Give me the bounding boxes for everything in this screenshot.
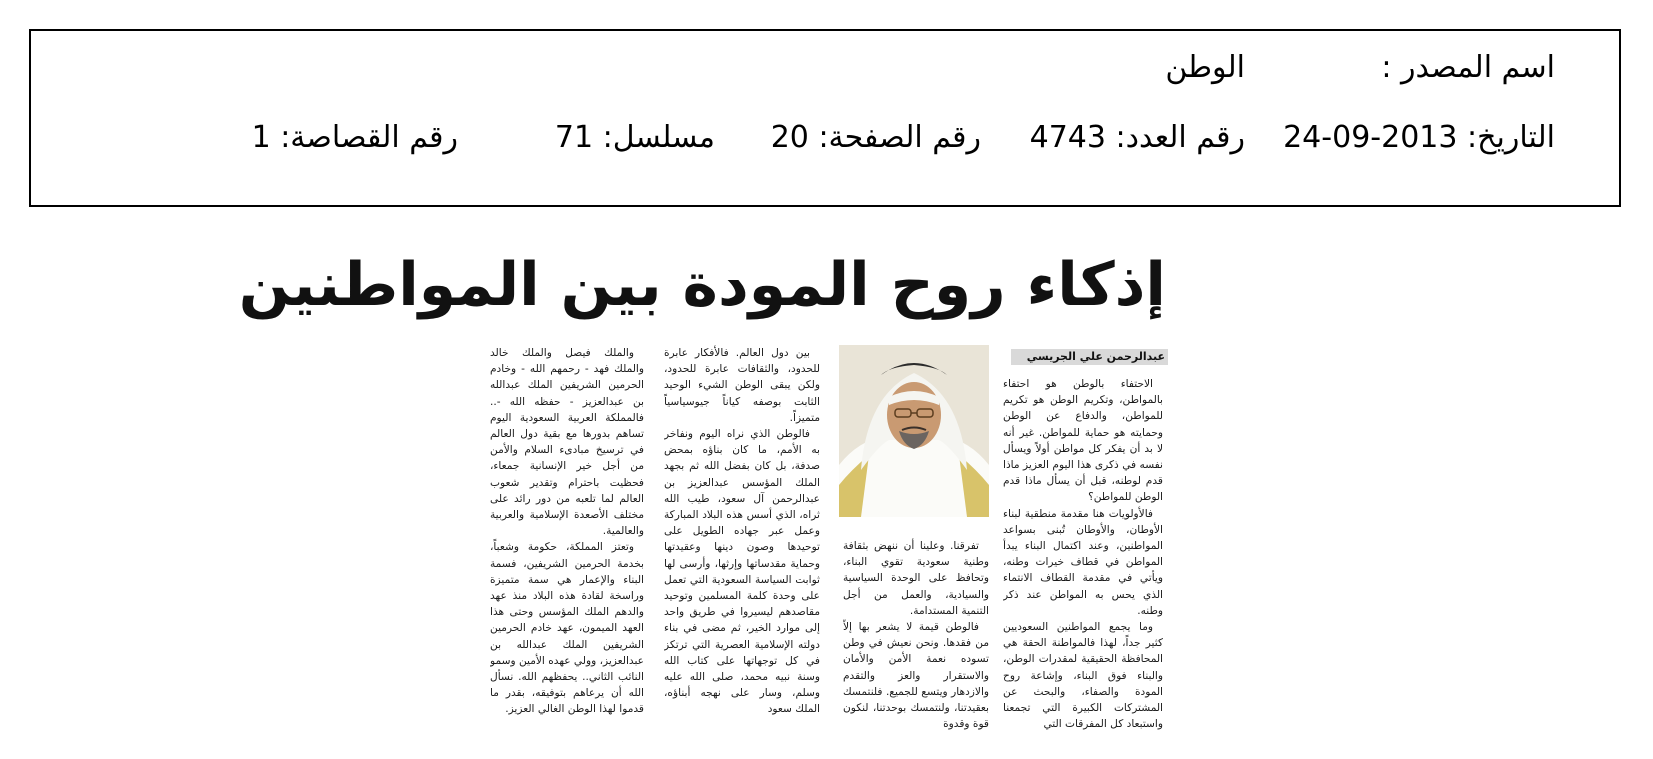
- author-portrait-image: [839, 345, 989, 517]
- date-field: التاريخ: 2013-09-24: [1283, 120, 1555, 155]
- paragraph: فالأولويات هنا مقدمة منطقية لبناء الأوطان، والأوطان تُبنى بسواعد المواطنين، وعند اكتمال البناء يبدأ المواطن في قطاف خيرات وطنه، ويأتي في مقدمة القطاف الانتماء الذي يحس به المواطن عند ذكر وطنه.: [1003, 507, 1163, 617]
- author-photo: [839, 345, 989, 517]
- paragraph: تفرقنا. وعلينا أن ننهض بثقافة وطنية سعودية تقوي البناء، وتحافظ على الوحدة السياسية والسيادية، والعمل من أجل التنمية المستدامة.: [843, 540, 989, 617]
- paragraph: وتعتز المملكة، حكومة وشعباً، بخدمة الحرمين الشريفين، فسمة البناء والإعمار هي سمة متميزة وراسخة لقادة هذه البلاد منذ عهد والدهم الملك المؤسس وحتى هذا العهد الميمون، عهد خادم الحرمين الشريفين الملك عبدالله بن عبدالعزيز، وولي عهده الأمين وسمو النائب الثاني.. يحفظهم الله. نسأل الله أن يرعاهم بتوفيقه، بقدر ما قدموا لهذا الوطن الغالي العزيز.: [490, 541, 644, 716]
- article-column-4: [490, 345, 644, 736]
- paragraph: وما يجمع المواطنين السعوديين كثير جداً، لهذا فالمواطنة الحقة هي المحافظة الحقيقية لمقدرات الوطن، والبناء فوق البناء، وإشاعة روح المودة والصفاء، والبحث عن المشتركات الكبيرة التي تجمعنا واستبعاد كل المفرقات التي: [1003, 621, 1163, 731]
- source-value: الوطن: [1165, 50, 1245, 85]
- issue-number-field: رقم العدد: 4743: [1029, 120, 1245, 155]
- paragraph: الاحتفاء بالوطن هو احتفاء بالمواطن، وتكريم الوطن هو تكريم للمواطن، والدفاع عن الوطن وحمايته هو حماية للمواطن. غير أنه لا بد أن يفكر كل مواطن أولاً ويسأل نفسه في ذكرى هذا اليوم العزيز ماذا قدم لوطنه، قبل أن يسأل ماذا قدم الوطن للمواطن؟: [1003, 378, 1163, 504]
- page-number-field: رقم الصفحة: 20: [770, 120, 981, 155]
- article-column-1: [1003, 376, 1163, 736]
- paragraph: فالوطن قيمة لا يشعر بها إلاّ من فقدها. ونحن نعيش في وطن تسوده نعمة الأمن والأمان والاستقرار والعز والتقدم والازدهار ويتسع للجميع. فلنتمسك بعقيدتنا، ولنتمسك بوحدتنا، لنكون قوة وقدوة: [843, 621, 989, 731]
- serial-field: مسلسل: 71: [554, 120, 715, 155]
- author-byline: عبدالرحمن علي الجريسي: [1011, 349, 1168, 365]
- paragraph: بين دول العالم. فالأفكار عابرة للحدود، والثقافات عابرة للحدود، ولكن يبقى الوطن الشيء الوحيد الثابت بوصفه كياناً جيوسياسياً متميزاً.: [664, 347, 820, 424]
- article-column-3: [664, 345, 820, 736]
- article-column-2: [843, 538, 989, 736]
- paragraph: فالوطن الذي نراه اليوم ونفاخر به الأمم، ما كان بناؤه بمحض صدفة، بل كان بفضل الله ثم بجهد الملك المؤسس عبدالعزيز بن عبدالرحمن آل سعود، طيب الله ثراه، الذي أسس هذه البلاد المباركة وعمل عبر جهاده الطويل على توحيدها وصون دينها وعقيدتها وحماية مقدساتها وإرثها، وأرسى لها ثوابت السياسة السعودية التي تعمل على وحدة كلمة المسلمين وتوحيد مقاصدهم ليسيروا في طريق واحد إلى موارد الخير، ثم مضى في بناء دولته الإسلامية العصرية التي ترتكز في كل توجهاتها على كتاب الله وسنة نبيه محمد، صلى الله عليه وسلم، وسار على نهجه أبناؤه، الملك سعود: [664, 428, 820, 716]
- clip-number-field: رقم القصاصة: 1: [251, 120, 458, 155]
- article-headline: إذكاء روح المودة بين المواطنين: [238, 250, 1166, 320]
- source-label: اسم المصدر :: [1381, 50, 1555, 85]
- paragraph: والملك فيصل والملك خالد والملك فهد - رحمهم الله - وخادم الحرمين الشريفين الملك عبدالله بن عبدالعزيز - حفظه الله -.. فالمملكة العربية السعودية اليوم تساهم بدورها مع بقية دول العالم في ترسيخ مبادىء السلام والأمن من أجل خير الإنسانية جمعاء، فحظيت باحترام وتقدير شعوب العالم لما تلعبه من دور رائد على مختلف الأصعدة الإسلامية والعربية والعالمية.: [490, 347, 644, 538]
